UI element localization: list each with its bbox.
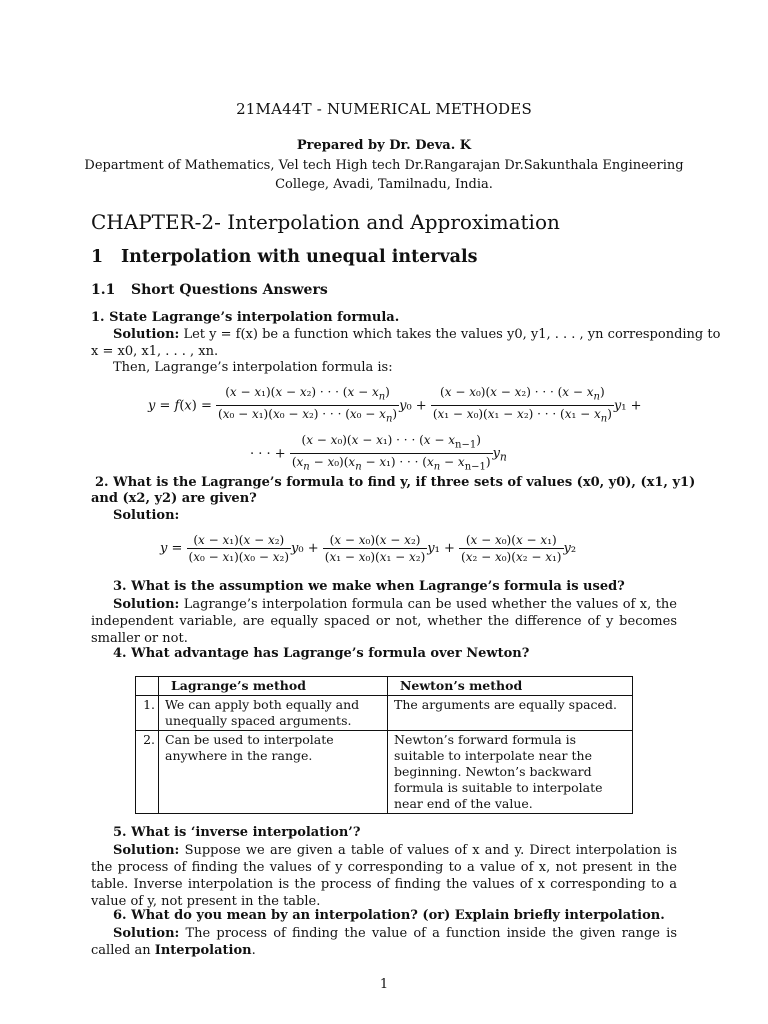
table-cell-lagrange: Can be used to interpolate anywhere in the range.: [159, 731, 388, 814]
table-header-index: [136, 677, 159, 696]
q2-solution-label: Solution:: [113, 508, 180, 523]
q6-solution: [91, 925, 677, 959]
q6-solution-label: Solution:: [113, 926, 180, 941]
comparison-table: [135, 676, 633, 814]
q3-solution: [91, 596, 677, 647]
subsection-number: 1.1: [91, 282, 116, 298]
q3-solution-text: Lagrange’s interpolation formula can be used whether the values of x, the independent variable, are equally spaced or not, whether the difference of y becomes smaller or not.: [91, 597, 677, 646]
subsection-heading: [91, 282, 328, 298]
table-cell-newton: The arguments are equally spaced.: [388, 696, 633, 731]
table-row-index: 1.: [136, 696, 159, 731]
table-row: [136, 696, 633, 731]
table-header-newton: Newton’s method: [388, 677, 633, 696]
question-2-cont: and (x2, y2) are given?: [91, 491, 257, 506]
q1-solution-text-cont: x = x0, x1, . . . , xn.: [91, 344, 219, 359]
question-5: 5. What is ‘inverse interpolation’?: [113, 825, 361, 840]
q1-solution-label: Solution:: [113, 327, 180, 342]
q1-solution-line: [113, 326, 720, 343]
q6-solution-text: The process of finding the value of a function inside the given range is called an: [91, 926, 677, 958]
table-cell-lagrange: We can apply both equally and unequally spaced arguments.: [159, 696, 388, 731]
section-heading: [91, 247, 478, 267]
question-2: 2. What is the Lagrange’s formula to find y, if three sets of values (x0, y0), (x1, y1): [95, 475, 696, 490]
section-title: Interpolation with unequal intervals: [121, 247, 478, 267]
chapter-title: CHAPTER-2- Interpolation and Approximation: [91, 210, 560, 234]
lagrange-general-formula: y = f(x) = $\frac{(x - x_1)(x - x_2) \cdot \cdot \cdot (x - x_n)}{(x_0 - x_1)(x_0 - x_2) \cdot \cdot \cdot (x_0 - x_n)}$ y₀ + $\frac{(x - x_0)(x - x_2) \cdot \cdot \cdot (x - x_n)}{(x_1 - x_0)(x_1 - x_2) \cdot \cdot \cdot (x_1 - x_n)}$ y₁ +: [148, 385, 642, 425]
q5-solution: [91, 842, 677, 910]
course-title: 21MA44T - NUMERICAL METHODES: [236, 100, 532, 118]
table-cell-newton: Newton’s forward formula is suitable to interpolate near the beginning. Newton’s backward formula is suitable to interpolate near end of the value.: [388, 731, 633, 814]
question-4: 4. What advantage has Lagrange’s formula over Newton?: [113, 646, 530, 661]
table-header-row: [136, 677, 633, 696]
section-number: 1: [91, 247, 104, 267]
subsection-title: Short Questions Answers: [131, 282, 328, 298]
table-row-index: 2.: [136, 731, 159, 814]
table-header-lagrange: Lagrange’s method: [159, 677, 388, 696]
q3-solution-label: Solution:: [113, 597, 180, 612]
q6-term-end: .: [251, 943, 256, 958]
question-3: 3. What is the assumption we make when Lagrange’s formula is used?: [113, 579, 625, 594]
q1-then-text: Then, Lagrange’s interpolation formula is:: [113, 360, 393, 375]
author-line: Prepared by Dr. Deva. K: [296, 138, 472, 153]
lagrange-general-formula-cont: · · · + $\frac{(x - x_0)(x - x_1) \cdot \cdot \cdot (x - x_{n-1})}{(x_n - x_0)(x_n - x_1) \cdot \cdot \cdot (x_n - x_{n-1})}$ $y_n$: [250, 433, 507, 473]
table-row: [136, 731, 633, 814]
q5-solution-text: Suppose we are given a table of values of x and y. Direct interpolation is the process of finding the values of y corresponding to a value of x, not present in the table. Inverse interpolation is the process of finding the values of x corresponding to a value of y, not present in the table.: [91, 843, 677, 909]
lagrange-three-point-formula: y = $\frac{\text{(x − x₁)(x − x₂)}}{\text{(x₀ − x₁)(x₀ − x₂)}}$ y₀ + $\frac{\text{(x − x₀)(x − x₂)}}{\text{(x₁ − x₀)(x₁ − x₂)}}$ y₁ + $\frac{\text{(x − x₀)(x − x₁)}}{\text{(x₂ − x₀)(x₂ − x₁)}}$ y₂: [160, 533, 577, 564]
question-6: 6. What do you mean by an interpolation? (or) Explain briefly interpolation.: [113, 908, 665, 923]
q5-solution-label: Solution:: [113, 843, 180, 858]
question-1: 1. State Lagrange’s interpolation formula.: [91, 310, 400, 325]
page-number: 1: [379, 977, 389, 992]
q1-solution-text: Let y = f(x) be a function which takes the values y0, y1, . . . , yn corresponding to: [183, 327, 721, 342]
q6-term: Interpolation: [154, 943, 252, 958]
department-line: Department of Mathematics, Vel tech High tech Dr.Rangarajan Dr.Sakunthala Engineering College, Avadi, Tamilnadu, India.: [84, 158, 684, 192]
